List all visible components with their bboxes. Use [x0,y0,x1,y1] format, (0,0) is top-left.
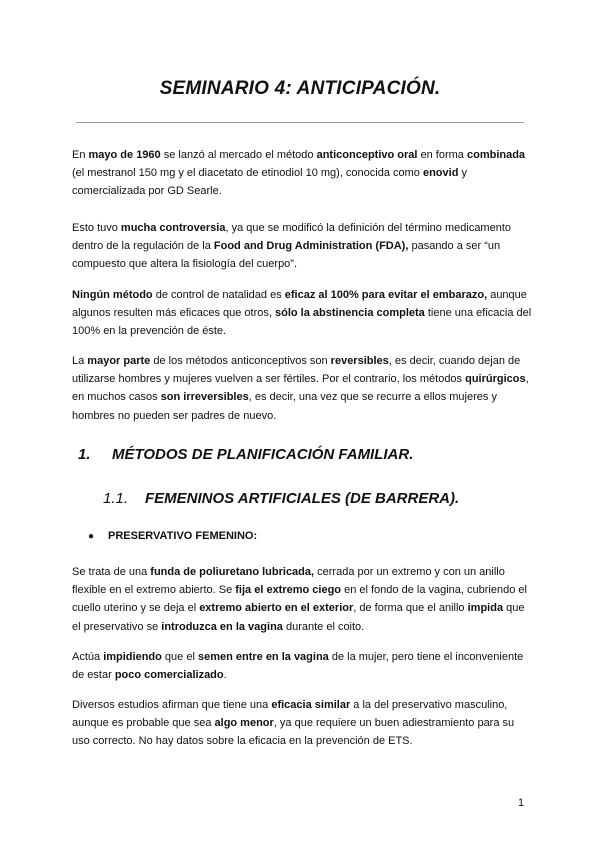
paragraph-description: Se trata de una funda de poliuretano lubricada, cerrada por un extremo y con un anillo flexible en el extremo abierto. Se fija el extremo ciego en el fondo de la vagina, cubriendo el cuello uterino y se deja el extremo abierto en el exterior, de forma que el anillo impida que el preservativo se introduzca en la vagina durante el coito. [72,566,527,633]
paragraph-studies: Diversos estudios afirman que tiene una eficacia similar a la del preservativo masculino, aunque es probable que sea algo menor, ya que requiere un buen adiestramiento para su uso correcto. No hay datos sobre la eficacia en la prevención de ETS. [72,699,515,748]
section-title: MÉTODOS DE PLANIFICACIÓN FAMILIAR. [112,446,414,463]
section-number: 1. [78,446,91,463]
section-heading [78,446,413,463]
paragraph-enovid: En mayo de 1960 se lanzó al mercado el método anticonceptivo oral en forma combinada (el mestranol 150 mg y el diacetato de etinodiol 10 mg), conocida como enovid y comercializada por GD Searle. [72,149,526,198]
paragraph-action: Actúa impidiendo que el semen entre en la vagina de la mujer, pero tiene el inconveniente de estar poco comercializado. [72,651,524,682]
bullet-label: PRESERVATIVO FEMENINO: [108,530,258,542]
bullet-item [88,530,257,542]
page-title: SEMINARIO 4: ANTICIPACIÓN. [159,78,441,99]
title-divider [76,122,524,123]
subsection-title: FEMENINOS ARTIFICIALES (DE BARRERA). [145,490,460,507]
paragraph-fda: Esto tuvo mucha controversia, ya que se modificó la definición del término medicamento dentro de la regulación de la Food and Drug Administration (FDA), pasando a ser “un compuesto que altera la fisiología del cuerpo”. [72,222,512,271]
paragraph-reversibility: La mayor parte de los métodos anticonceptivos son reversibles, es decir, cuando dejan de utilizarse hombres y mujeres vuelven a ser fértiles. Por el contrario, los métodos quirúrgicos, en muchos casos son irreversibles, es decir, una vez que se recurre a ellos mujeres y hombres no pueden ser padres de nuevo. [72,355,529,422]
page-number: 1 [518,797,525,809]
subsection-number: 1.1. [103,490,129,507]
subsection-heading [103,490,459,507]
paragraph-efficacy: Ningún método de control de natalidad es eficaz al 100% para evitar el embarazo, aunque algunos resulten más eficaces que otros, sólo la abstinencia completa tiene una eficacia del 100% en la prevención de éste. [72,289,532,338]
bullet-icon: ● [88,531,95,542]
